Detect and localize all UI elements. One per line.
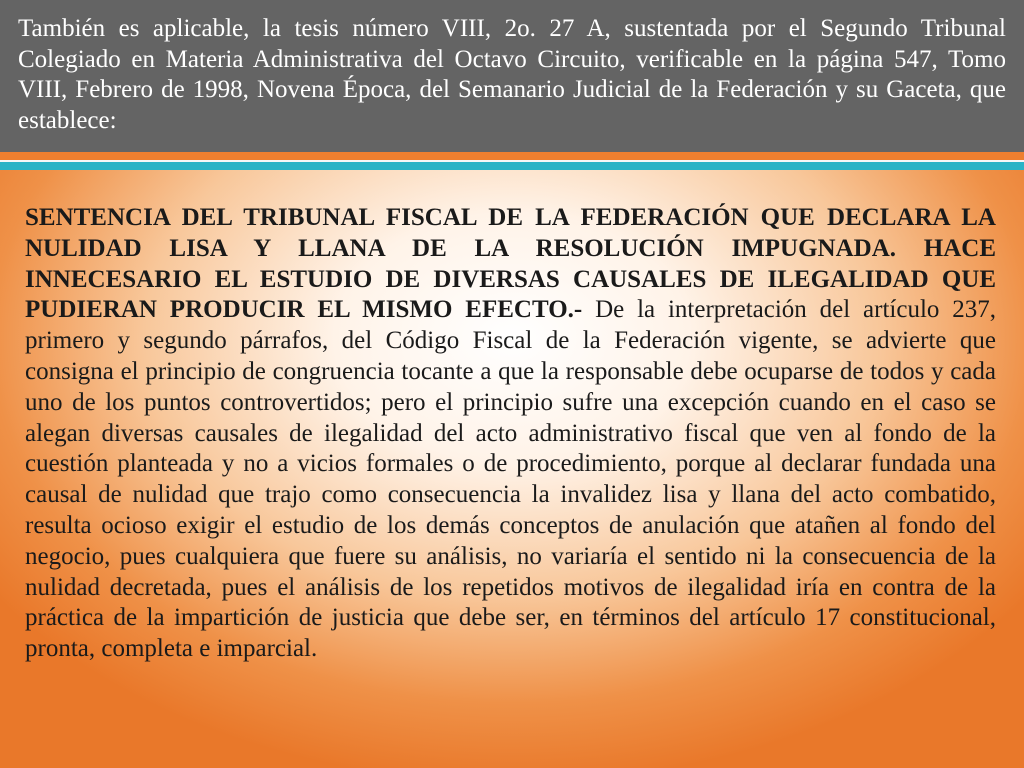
thesis-heading: SENTENCIA DEL TRIBUNAL FISCAL DE LA FEDERACIÓN QUE DECLARA LA NULIDAD LISA Y LLANA DE LA RESOLUCIÓN IMPUGNADA. HACE INNECESARIO EL ESTUDIO DE DIVERSAS CAUSALES DE ILEGALIDAD QUE PUDIERAN PRODUCIR EL MISMO EFECTO.- <box>25 204 996 324</box>
teal-divider-stripe <box>0 162 1024 170</box>
thesis-paragraph <box>25 203 996 665</box>
thesis-body-text: De la interpretación del artículo 237, primero y segundo párrafos, del Código Fiscal de la Federación vigente, se advierte que consigna el principio de congruencia tocante a que la responsable debe ocuparse de todos y cada uno de los puntos controvertidos; pero el principio sufre una excepción cuando en el caso se alegan diversas causales de ilegalidad del acto administrativo fiscal que ven al fondo de la cuestión planteada y no a vicios formales o de procedimiento, porque al declarar fundada una causal de nulidad que trajo como consecuencia la invalidez lisa y llana del acto combatido, resulta ocioso exigir el estudio de los demás conceptos de anulación que atañen al fondo del negocio, pues cualquiera que fuere su análisis, no variaría el sentido ni la consecuencia de la nulidad decretada, pues el análisis de los repetidos motivos de ilegalidad iría en contra de la práctica de la impartición de justicia que debe ser, en términos del artículo 17 constitucional, pronta, completa e imparcial. <box>25 296 996 663</box>
header-banner <box>0 0 1024 152</box>
orange-divider-stripe <box>0 152 1024 160</box>
header-text: También es aplicable, la tesis número VIII, 2o. 27 A, sustentada por el Segundo Tribunal Colegiado en Materia Administrativa del Octavo Circuito, verificable en la página 547, Tomo VIII, Febrero de 1998, Novena Época, del Semanario Judicial de la Federación y su Gaceta, que establece: <box>18 15 1006 134</box>
